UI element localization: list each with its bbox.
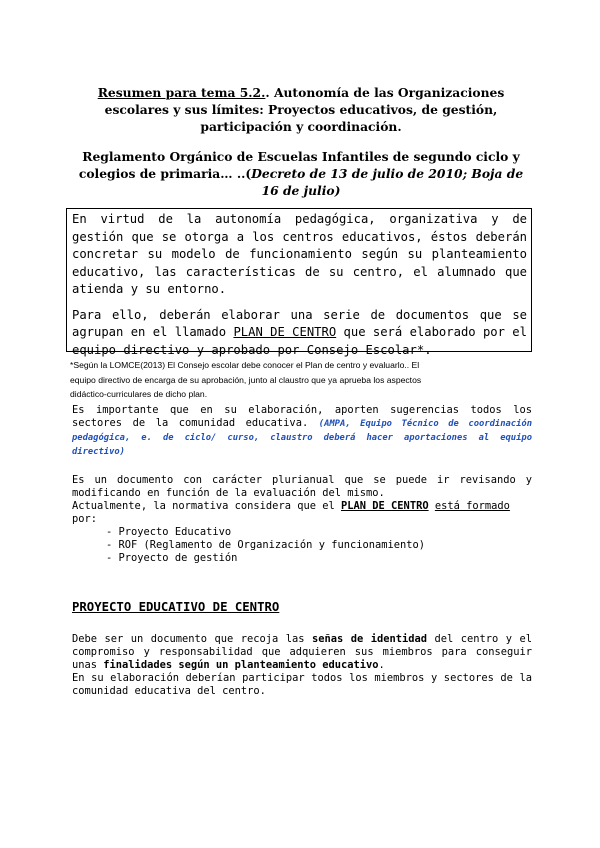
finalidades-term: finalidades según un planteamiento educativo <box>103 659 379 671</box>
box-paragraph-2 <box>72 307 527 360</box>
esta-formado-text: está formado <box>434 500 510 512</box>
plan-de-centro-bold: PLAN DE CENTRO <box>341 500 429 512</box>
list-item: - Proyecto de gestión <box>106 552 532 565</box>
document-title <box>70 84 532 135</box>
participation-note: (AMPA, Equipo Técnico de coordinación pedagógica, e. de ciclo/ curso, claustro deberá hacer aportaciones al equipo directivo) <box>72 419 532 457</box>
subtitle-decree: Decreto de 13 de julio de 2010; Boja de 16 de julio) <box>251 166 524 198</box>
plan-components-list <box>72 526 532 565</box>
list-item: - Proyecto Educativo <box>106 526 532 539</box>
section-heading: PROYECTO EDUCATIVO DE CENTRO <box>72 600 280 614</box>
footnote <box>70 358 540 402</box>
paragraph-proyecto-educativo <box>72 633 532 698</box>
summary-box <box>66 208 532 357</box>
box-para2-start: Para ello, deberán elaborar una serie de documentos que se agrupan en el llamado <box>72 307 527 339</box>
title-text: . Autonomía de las Organizaciones escolares y sus límites: Proyectos educativos, de gestión, participación y coordinación. <box>104 85 505 134</box>
box-para2-end: que será elaborado por el equipo directivo y aprobado por Consejo Escolar*. <box>72 325 527 357</box>
footnote-line-3: didáctico-curriculares de dicho plan. <box>70 389 208 399</box>
footnote-line-2: equipo directivo de encarga de su aprobación, junto al claustro que ya aprueba los aspectos <box>70 374 422 385</box>
normativa-start: Actualmente, la normativa considera que el <box>72 500 341 512</box>
proyecto-definition <box>72 633 532 672</box>
list-item: - ROF (Reglamento de Organización y funcionamiento) <box>106 539 532 552</box>
paragraph-participation <box>72 404 532 459</box>
participation-line: En su elaboración deberían participar todos los miembros y sectores de la comunidad educativa del centro. <box>72 672 532 697</box>
title-topic-label: Resumen para tema 5.2. <box>97 85 266 100</box>
footnote-line-1: *Según la LOMCE(2013) El Consejo escolar debe conocer el Plan de centro y evaluarlo.. El <box>70 360 420 370</box>
document-subtitle <box>70 148 532 199</box>
plurianual-text: Es un documento con carácter plurianual que se puede ir revisando y modificando en función de la evaluación del mismo. <box>72 474 532 499</box>
participation-text: Es importante que en su elaboración, aporten sugerencias todos los sectores de la comunidad educativa. <box>72 404 532 429</box>
box-paragraph-1: En virtud de la autonomía pedagógica, organizativa y de gestión que se otorga a los centros educativos, éstos deberán concretar su modelo de funcionamiento según su planteamiento educativo, las características de su centro, el alumnado que atienda y su entorno. <box>72 212 527 296</box>
subtitle-text: Reglamento Orgánico de Escuelas Infantiles de segundo ciclo y colegios de primaria… ..( <box>78 149 520 181</box>
normativa-end: por: <box>72 513 98 525</box>
definition-start: Debe ser un documento que recoja las <box>72 633 312 645</box>
definition-end: . <box>378 659 385 671</box>
normativa-line <box>72 500 532 526</box>
plan-de-centro-term: PLAN DE CENTRO <box>233 325 337 339</box>
senas-identidad-term: señas de identidad <box>311 633 428 645</box>
definition-middle: del centro y el compromiso y responsabilidad que adquieren sus miembros para conseguir unas <box>72 633 532 671</box>
paragraph-plan-de-centro <box>72 474 532 565</box>
